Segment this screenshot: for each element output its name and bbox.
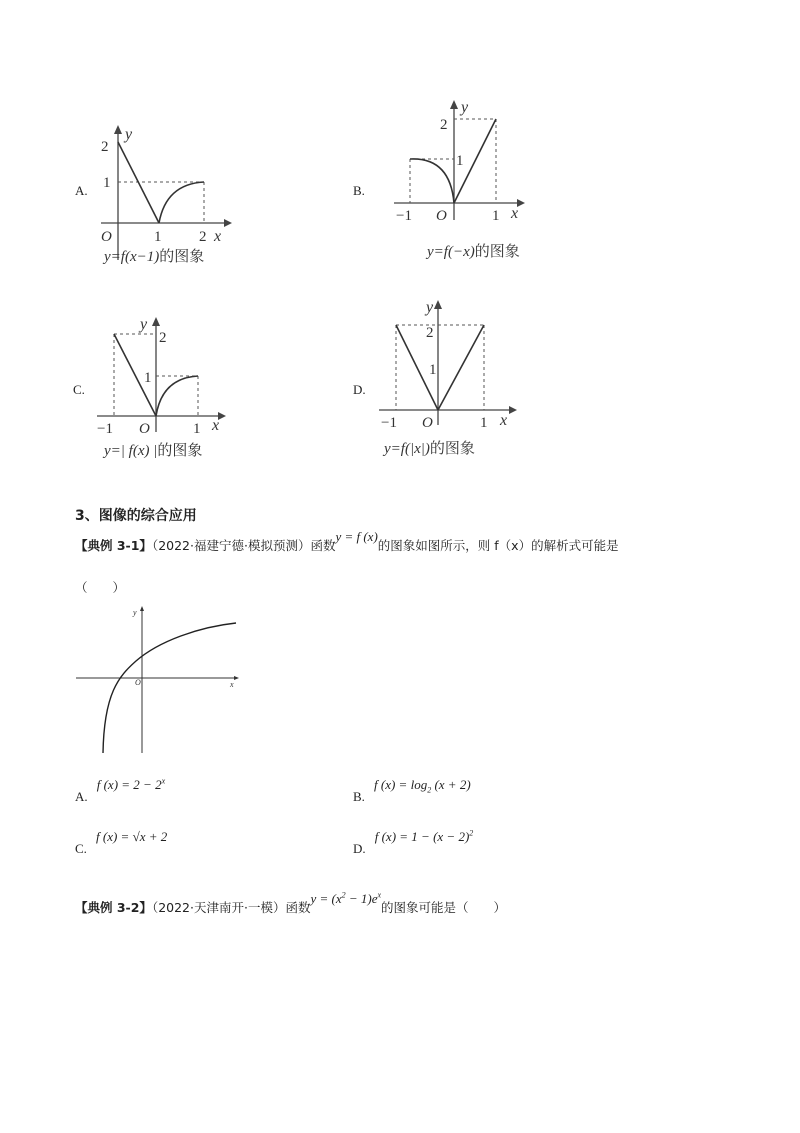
graph-a-tick-y2: 2 [101, 139, 109, 155]
graph-d-tick-xm1: −1 [381, 415, 397, 431]
example-3-2-source: （2022·天津南开·一模）函数 [151, 900, 311, 915]
graph-d-tick-x1: 1 [480, 415, 488, 431]
graph-a-tick-y1: 1 [103, 175, 111, 191]
example-3-1-x-axis: x [230, 680, 234, 689]
example-3-1-source: （2022·福建宁德·模拟预测）函数 [151, 538, 336, 553]
example-3-1-func: y = f (x) [335, 529, 378, 544]
example-3-1-origin: O [135, 678, 141, 687]
graph-b-x-axis: x [511, 205, 519, 222]
example-3-2-stem-tail: 的图象可能是（ ） [381, 900, 507, 915]
graph-a-caption: y=f(x−1)的图象 [104, 248, 205, 265]
example-3-1-blank: （ ） [75, 580, 126, 595]
graph-c-tick-y2: 2 [159, 330, 167, 346]
graph-d-origin: O [422, 415, 433, 431]
graph-d-x-axis: x [500, 412, 508, 429]
graph-a-origin: O [101, 229, 112, 245]
graph-c-x-axis: x [212, 417, 220, 434]
example-3-1-tag: 【典例 3-1】 [75, 538, 152, 553]
graph-option-c [94, 312, 234, 442]
example-3-2-stem [75, 890, 507, 916]
graph-b-origin: O [436, 208, 447, 224]
graph-a-y-axis: y [125, 126, 133, 143]
example-3-1-y-axis: y [133, 608, 137, 617]
example-3-1-option-c[interactable]: C. $^{f (x) = √x + 2}$ [75, 829, 168, 856]
graph-option-d [376, 295, 526, 435]
example-3-2-func: $y = (x^2 - 1)e^x$ [310, 890, 382, 906]
graph-b-y-axis: y [461, 99, 469, 116]
graph-c-tick-y1: 1 [144, 370, 152, 386]
graph-a-tick-x2: 2 [199, 229, 207, 245]
graph-a-tick-x1: 1 [154, 229, 162, 245]
example-3-1-stem-tail: 的图象如图所示，则 f（x）的解析式可能是 [377, 538, 619, 553]
option-a-label: A. [75, 183, 88, 198]
graph-option-b [392, 95, 532, 235]
graph-b-tick-y2: 2 [440, 117, 448, 133]
graph-d-tick-y2: 2 [426, 325, 434, 341]
graph-b-tick-y1: 1 [456, 153, 464, 169]
graph-a-x-axis: x [214, 228, 222, 245]
graph-b-tick-x1: 1 [492, 208, 500, 224]
example-3-1-option-b[interactable]: B. $^{f (x) = log_2 (x + 2)}$ [353, 777, 471, 804]
graph-c-tick-xm1: −1 [97, 421, 113, 437]
option-d-label: D. [353, 382, 366, 397]
graph-d-y-axis: y [426, 299, 434, 316]
graph-c-y-axis: y [140, 316, 148, 333]
graph-c-origin: O [139, 421, 150, 437]
example-3-1-stem [75, 529, 619, 554]
section-heading: 3、图像的综合应用 [75, 508, 197, 524]
graph-d-caption: y=f(|x|)的图象 [384, 440, 475, 457]
graph-b-caption: y=f(−x)的图象 [427, 243, 520, 260]
graph-b-tick-xm1: −1 [396, 208, 412, 224]
graph-c-tick-x1: 1 [193, 421, 201, 437]
example-3-2-tag: 【典例 3-2】 [75, 900, 152, 915]
example-3-1-option-a[interactable]: A. $^{f (x) = 2 - 2^x}$ [75, 776, 166, 804]
graph-c-caption: y=| f(x) |的图象 [104, 442, 203, 459]
example-3-1-graph [74, 603, 249, 755]
option-b-label: B. [353, 183, 365, 198]
graph-d-tick-y1: 1 [429, 362, 437, 378]
option-c-label: C. [73, 382, 85, 397]
example-3-1-option-d[interactable]: D. $^{f (x) = 1 - (x - 2)^2}$ [353, 828, 474, 856]
